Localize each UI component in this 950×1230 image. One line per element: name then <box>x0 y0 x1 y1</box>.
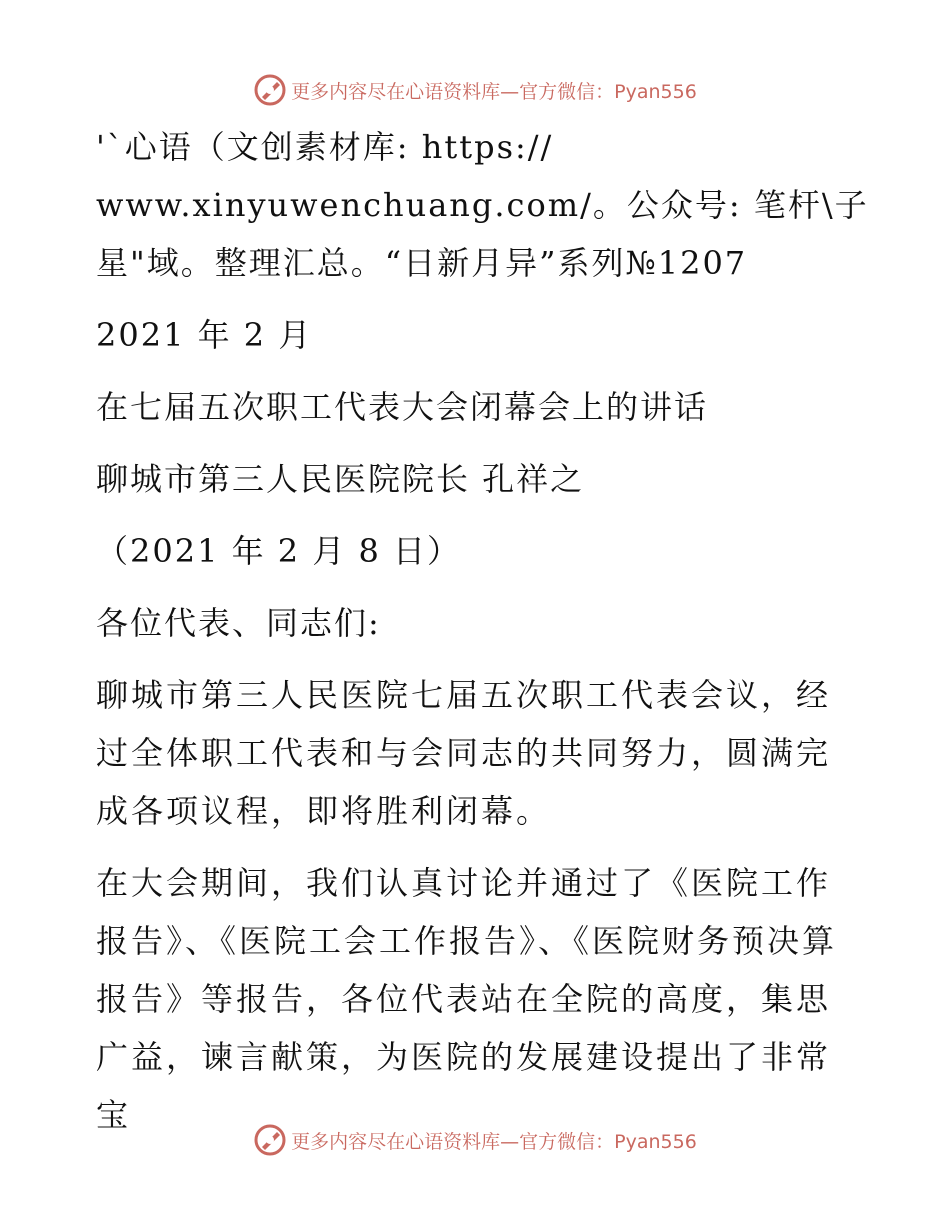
watermark-banner-bottom <box>0 1120 950 1160</box>
watermark-main: 更多内容尽在心语资料库 <box>291 1130 501 1153</box>
paragraph-2: 在大会期间，我们认真讨论并通过了《医院工作报告》、《医院工会工作报告》、《医院财务预决算报告》等报告，各位代表站在全院的高度，集思广益，谏言献策，为医院的发展建设提出了非常宝 <box>96 864 838 1134</box>
speech-date: （2021 年 2 月 8 日） <box>96 532 462 570</box>
watermark-main: 更多内容尽在心语资料库 <box>291 80 501 103</box>
document-body <box>96 118 869 1144</box>
brush-logo-icon <box>253 1123 287 1157</box>
intro-line-2: www.xinyuwenchuang.com/。公众号: 笔杆\子 <box>96 186 869 224</box>
intro-line-3: 星"域。整理汇总。“日新月异”系列№1207 <box>96 244 748 282</box>
speaker-line: 聊城市第三人民医院院长 孔祥之 <box>96 460 585 498</box>
salutation: 各位代表、同志们: <box>96 604 381 642</box>
watermark-contact: 官方微信：Pyan556 <box>519 80 697 103</box>
watermark-separator: — <box>500 80 520 103</box>
watermark-separator: — <box>500 1130 520 1153</box>
watermark-text <box>291 77 697 104</box>
paragraph-1: 聊城市第三人民医院七届五次职工代表会议，经过全体职工代表和与会同志的共同努力，圆满完成各项议程，即将胜利闭幕。 <box>96 676 832 830</box>
watermark-banner-top <box>0 70 950 110</box>
brush-logo-icon <box>253 73 287 107</box>
watermark-text <box>291 1127 697 1154</box>
speech-title: 在七届五次职工代表大会闭幕会上的讲话 <box>96 388 709 426</box>
watermark-contact: 官方微信：Pyan556 <box>519 1130 697 1153</box>
date-top: 2021 年 2 月 <box>96 316 313 354</box>
intro-line-1: 'ˋ心语（文创素材库: https:// <box>96 128 554 166</box>
